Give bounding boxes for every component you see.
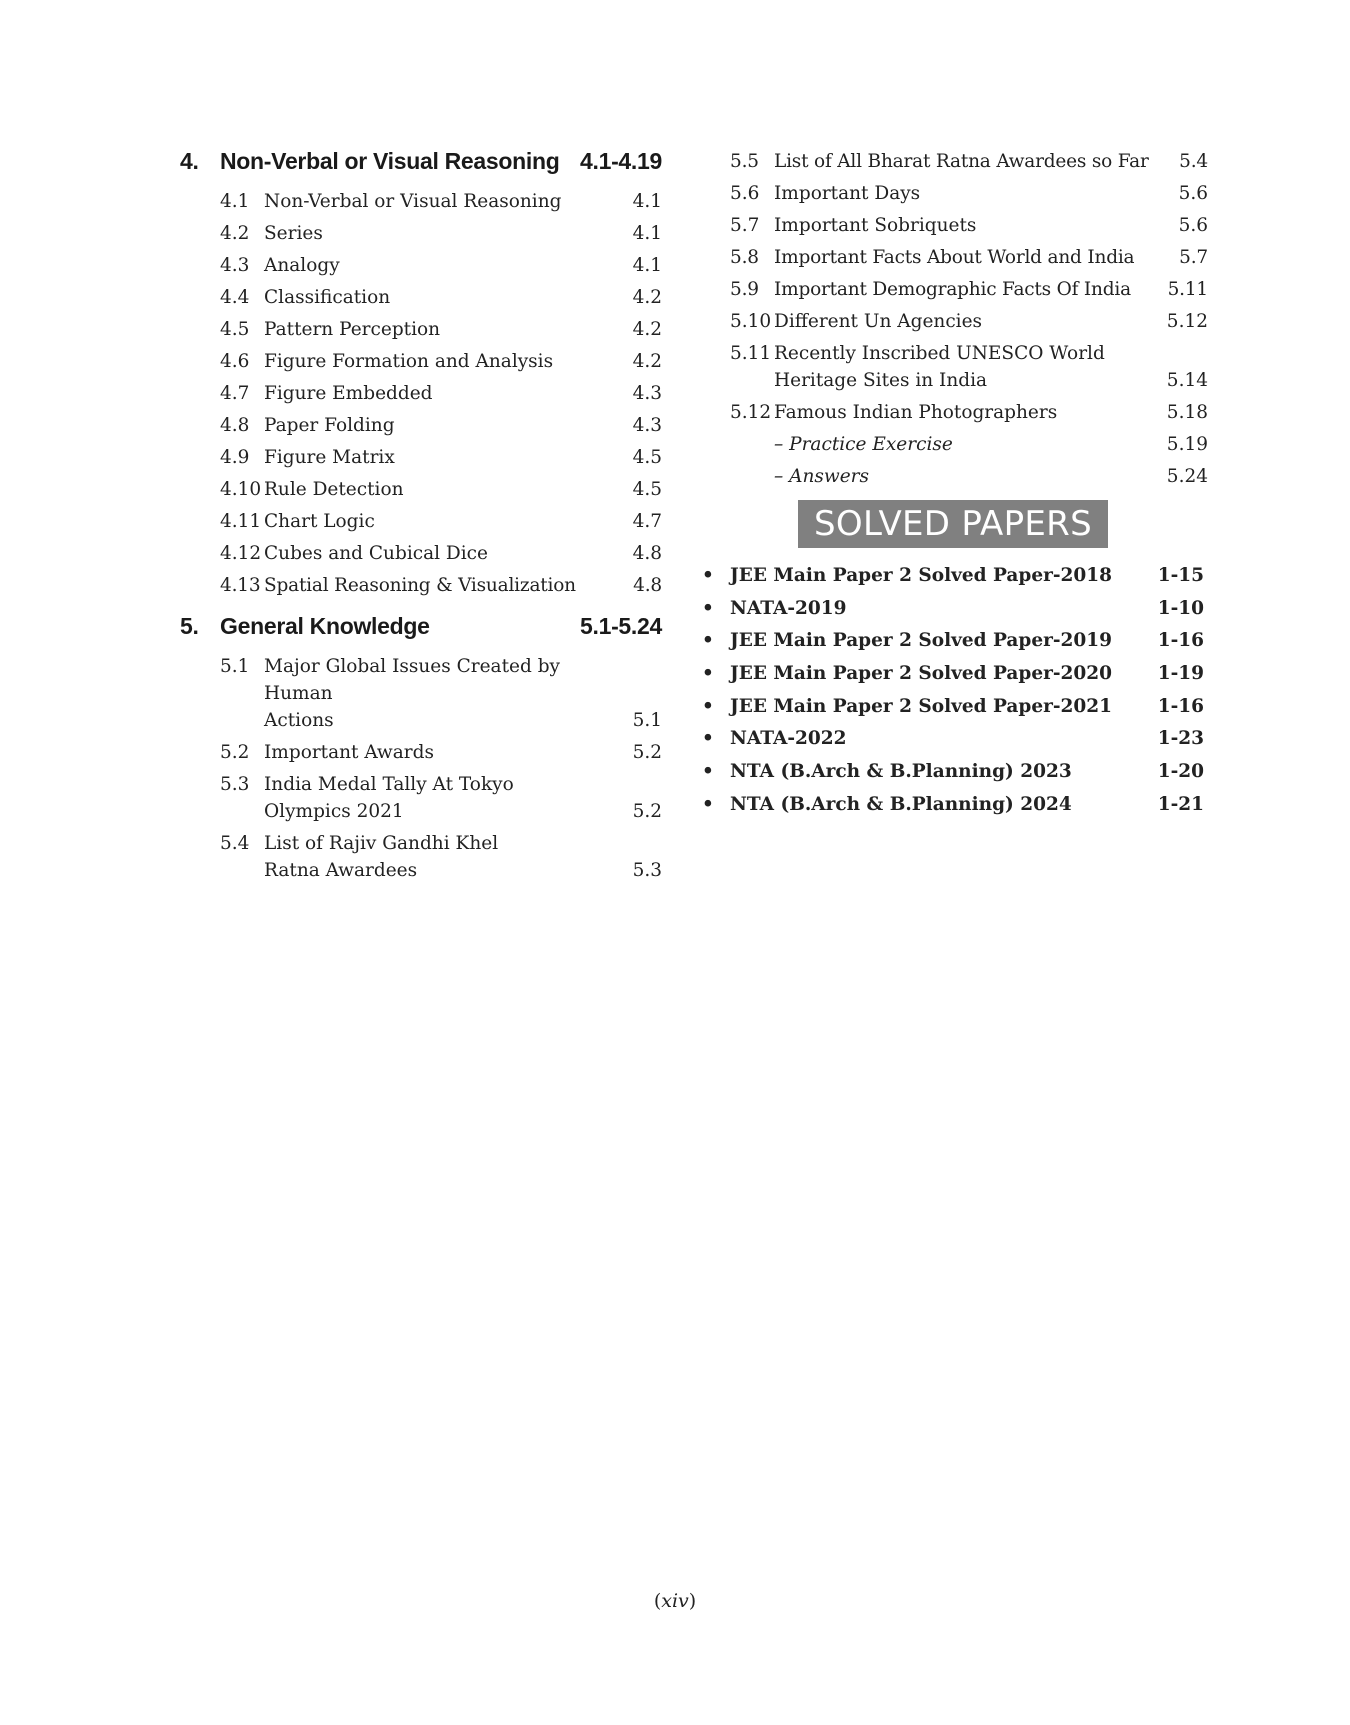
section-page: 5.14	[1166, 370, 1208, 391]
solved-paper-item[interactable]	[698, 627, 1208, 654]
paper-title: JEE Main Paper 2 Solved Paper-2020	[730, 663, 1113, 685]
section-title: Important Facts About World and India	[774, 247, 1135, 268]
page-number: (xiv)	[653, 1590, 697, 1612]
section-page: 5.3	[632, 860, 662, 881]
toc-entry-answers[interactable]	[730, 463, 1208, 490]
bullet-icon: •	[702, 761, 714, 783]
section-title: Important Days	[774, 183, 921, 204]
section-page: 4.3	[632, 415, 662, 436]
section-number: 4.6	[220, 351, 250, 372]
bullet-icon: •	[702, 663, 714, 685]
section-page: 5.1	[632, 710, 662, 731]
chapter-pages: 4.1-4.19	[580, 148, 662, 174]
section-title: Analogy	[264, 255, 340, 276]
section-page: 4.5	[632, 479, 662, 500]
section-number: 5.2	[220, 742, 250, 763]
section-title: Spatial Reasoning & Visualization	[264, 575, 576, 596]
toc-entry-5-8[interactable]	[730, 244, 1208, 271]
section-number: 5.10	[730, 311, 772, 332]
chapter-5-heading[interactable]	[180, 613, 662, 653]
section-title: Figure Embedded	[264, 383, 433, 404]
section-title: Classification	[264, 287, 391, 308]
section-title: Figure Matrix	[264, 447, 395, 468]
chapter-number: 5.	[180, 613, 199, 639]
solved-paper-item[interactable]	[698, 660, 1208, 687]
chapter-title: Non-Verbal or Visual Reasoning	[220, 148, 560, 174]
section-number: 5.1	[220, 656, 250, 677]
paper-title: NTA (B.Arch & B.Planning) 2023	[730, 761, 1072, 783]
paper-page: 1-19	[1157, 663, 1204, 685]
section-page: 4.2	[632, 351, 662, 372]
section-page: 5.6	[1178, 183, 1208, 204]
toc-right-column	[702, 148, 1208, 824]
section-title: Important Sobriquets	[774, 215, 977, 236]
section-number: 5.8	[730, 247, 759, 268]
bullet-icon: •	[702, 630, 714, 652]
solved-paper-item[interactable]	[698, 562, 1208, 589]
toc-entry-4-11[interactable]	[180, 508, 662, 535]
solved-paper-item[interactable]	[698, 725, 1208, 752]
section-page: 5.7	[1179, 247, 1208, 268]
section-page: 4.8	[633, 575, 662, 596]
section-page: 5.11	[1167, 279, 1208, 300]
paper-page: 1-23	[1157, 728, 1204, 750]
paper-page: 1-16	[1157, 630, 1204, 652]
section-title: Major Global Issues Created by Human Actions	[264, 656, 560, 731]
section-page: 5.24	[1166, 466, 1208, 487]
paper-page: 1-10	[1157, 597, 1204, 619]
section-title: Paper Folding	[264, 415, 395, 436]
section-number: 5.7	[730, 215, 760, 236]
bullet-icon: •	[702, 695, 714, 717]
solved-paper-item[interactable]	[698, 791, 1208, 818]
toc-left-column	[180, 148, 662, 889]
section-page: 5.12	[1166, 311, 1208, 332]
paper-title: NTA (B.Arch & B.Planning) 2024	[730, 793, 1072, 815]
section-number: 4.8	[220, 415, 250, 436]
section-number: 4.4	[220, 287, 250, 308]
section-title: Different Un Agencies	[774, 311, 983, 332]
section-title: Rule Detection	[264, 479, 404, 500]
section-page: 4.2	[632, 287, 662, 308]
section-page: 4.1	[632, 223, 662, 244]
section-number: 4.12	[220, 543, 262, 564]
section-number: 4.13	[220, 575, 261, 596]
toc-entry-5-6[interactable]	[730, 180, 1208, 207]
bullet-icon: •	[702, 728, 714, 750]
section-number: 4.1	[220, 191, 250, 212]
toc-entry-4-10[interactable]	[180, 476, 662, 503]
section-number: 5.6	[730, 183, 760, 204]
toc-entry-5-1[interactable]	[180, 653, 662, 734]
solved-papers-heading: SOLVED PAPERS	[798, 500, 1108, 548]
section-number: 5.4	[220, 833, 250, 854]
toc-entry-5-11[interactable]	[730, 340, 1208, 394]
toc-entry-4-1[interactable]	[180, 188, 662, 215]
section-number: 4.2	[220, 223, 250, 244]
section-page: 4.1	[632, 191, 662, 212]
chapter-4-heading[interactable]	[180, 148, 662, 188]
chapter-pages: 5.1-5.24	[580, 613, 662, 639]
section-title: India Medal Tally At Tokyo Olympics 2021	[264, 774, 514, 822]
paper-page: 1-16	[1157, 695, 1204, 717]
chapter-title: General Knowledge	[220, 613, 430, 639]
section-title: List of All Bharat Ratna Awardees so Far	[774, 151, 1149, 172]
solved-paper-item[interactable]	[698, 758, 1208, 785]
section-page: 5.4	[1179, 151, 1208, 172]
toc-entry-5-4[interactable]	[180, 830, 662, 884]
section-page: 4.2	[632, 319, 662, 340]
section-number: 5.12	[730, 402, 772, 423]
toc-entry-5-2[interactable]	[180, 739, 662, 766]
section-number: 4.5	[220, 319, 250, 340]
paper-page: 1-20	[1157, 761, 1204, 783]
section-number: 4.11	[220, 511, 262, 532]
section-page: 4.3	[632, 383, 662, 404]
toc-entry-4-8[interactable]	[180, 412, 662, 439]
section-page: 4.7	[632, 511, 662, 532]
section-title: Pattern Perception	[264, 319, 441, 340]
toc-entry-4-4[interactable]	[180, 284, 662, 311]
toc-entry-5-10[interactable]	[730, 308, 1208, 335]
toc-entry-4-6[interactable]	[180, 348, 662, 375]
toc-entry-4-13[interactable]	[180, 572, 662, 599]
paper-title: NATA-2022	[730, 728, 847, 750]
solved-paper-item[interactable]	[698, 693, 1208, 720]
chapter-number: 4.	[180, 148, 199, 174]
toc-entry-4-5[interactable]	[180, 316, 662, 343]
toc-entry-practice-exercise[interactable]	[730, 431, 1208, 458]
section-page: 4.8	[632, 543, 662, 564]
toc-entry-4-2[interactable]	[180, 220, 662, 247]
solved-papers-list	[698, 562, 1208, 818]
toc-entry-5-5[interactable]	[730, 148, 1208, 175]
toc-entry-5-12[interactable]	[730, 399, 1208, 426]
toc-entry-5-9[interactable]	[730, 276, 1208, 303]
section-title: Cubes and Cubical Dice	[264, 543, 488, 564]
paper-page: 1-15	[1157, 565, 1204, 586]
section-page: 5.18	[1166, 402, 1208, 423]
bullet-icon: •	[702, 793, 714, 815]
section-title: Important Awards	[264, 742, 434, 763]
section-number: 5.5	[730, 151, 759, 172]
paper-title: JEE Main Paper 2 Solved Paper-2019	[730, 630, 1113, 652]
toc-entry-4-9[interactable]	[180, 444, 662, 471]
section-title: Chart Logic	[264, 511, 375, 532]
solved-papers-banner	[730, 500, 1208, 548]
section-page: 4.1	[632, 255, 662, 276]
toc-entry-4-3[interactable]	[180, 252, 662, 279]
paper-title: JEE Main Paper 2 Solved Paper-2018	[730, 565, 1113, 586]
section-number: 4.3	[220, 255, 250, 276]
section-title: Figure Formation and Analysis	[264, 351, 554, 372]
section-title: Important Demographic Facts Of India	[774, 279, 1131, 300]
section-title: Series	[264, 223, 323, 244]
bullet-icon: •	[702, 565, 714, 586]
toc-entry-4-12[interactable]	[180, 540, 662, 567]
section-page: 5.2	[632, 742, 662, 763]
toc-entry-4-7[interactable]	[180, 380, 662, 407]
paper-title: NATA-2019	[730, 597, 847, 619]
solved-paper-item[interactable]	[698, 595, 1208, 622]
toc-entry-5-7[interactable]	[730, 212, 1208, 239]
toc-entry-5-3[interactable]	[180, 771, 662, 825]
section-title: – Practice Exercise	[774, 434, 953, 455]
bullet-icon: •	[702, 597, 714, 619]
section-number: 4.7	[220, 383, 250, 404]
section-number: 5.11	[730, 343, 772, 364]
paper-page: 1-21	[1157, 793, 1204, 815]
section-title: Non-Verbal or Visual Reasoning	[264, 191, 562, 212]
section-number: 4.10	[220, 479, 262, 500]
section-page: 4.5	[632, 447, 662, 468]
section-title: List of Rajiv Gandhi Khel Ratna Awardees	[264, 833, 499, 881]
section-title: Recently Inscribed UNESCO World Heritage Sites in India	[774, 343, 1105, 391]
paper-title: JEE Main Paper 2 Solved Paper-2021	[730, 695, 1113, 717]
section-page: 5.2	[632, 801, 662, 822]
section-page: 5.6	[1178, 215, 1208, 236]
section-page: 5.19	[1166, 434, 1208, 455]
section-number: 5.9	[730, 279, 759, 300]
section-title: – Answers	[774, 466, 870, 487]
section-number: 4.9	[220, 447, 250, 468]
section-number: 5.3	[220, 774, 250, 795]
section-title: Famous Indian Photographers	[774, 402, 1058, 423]
